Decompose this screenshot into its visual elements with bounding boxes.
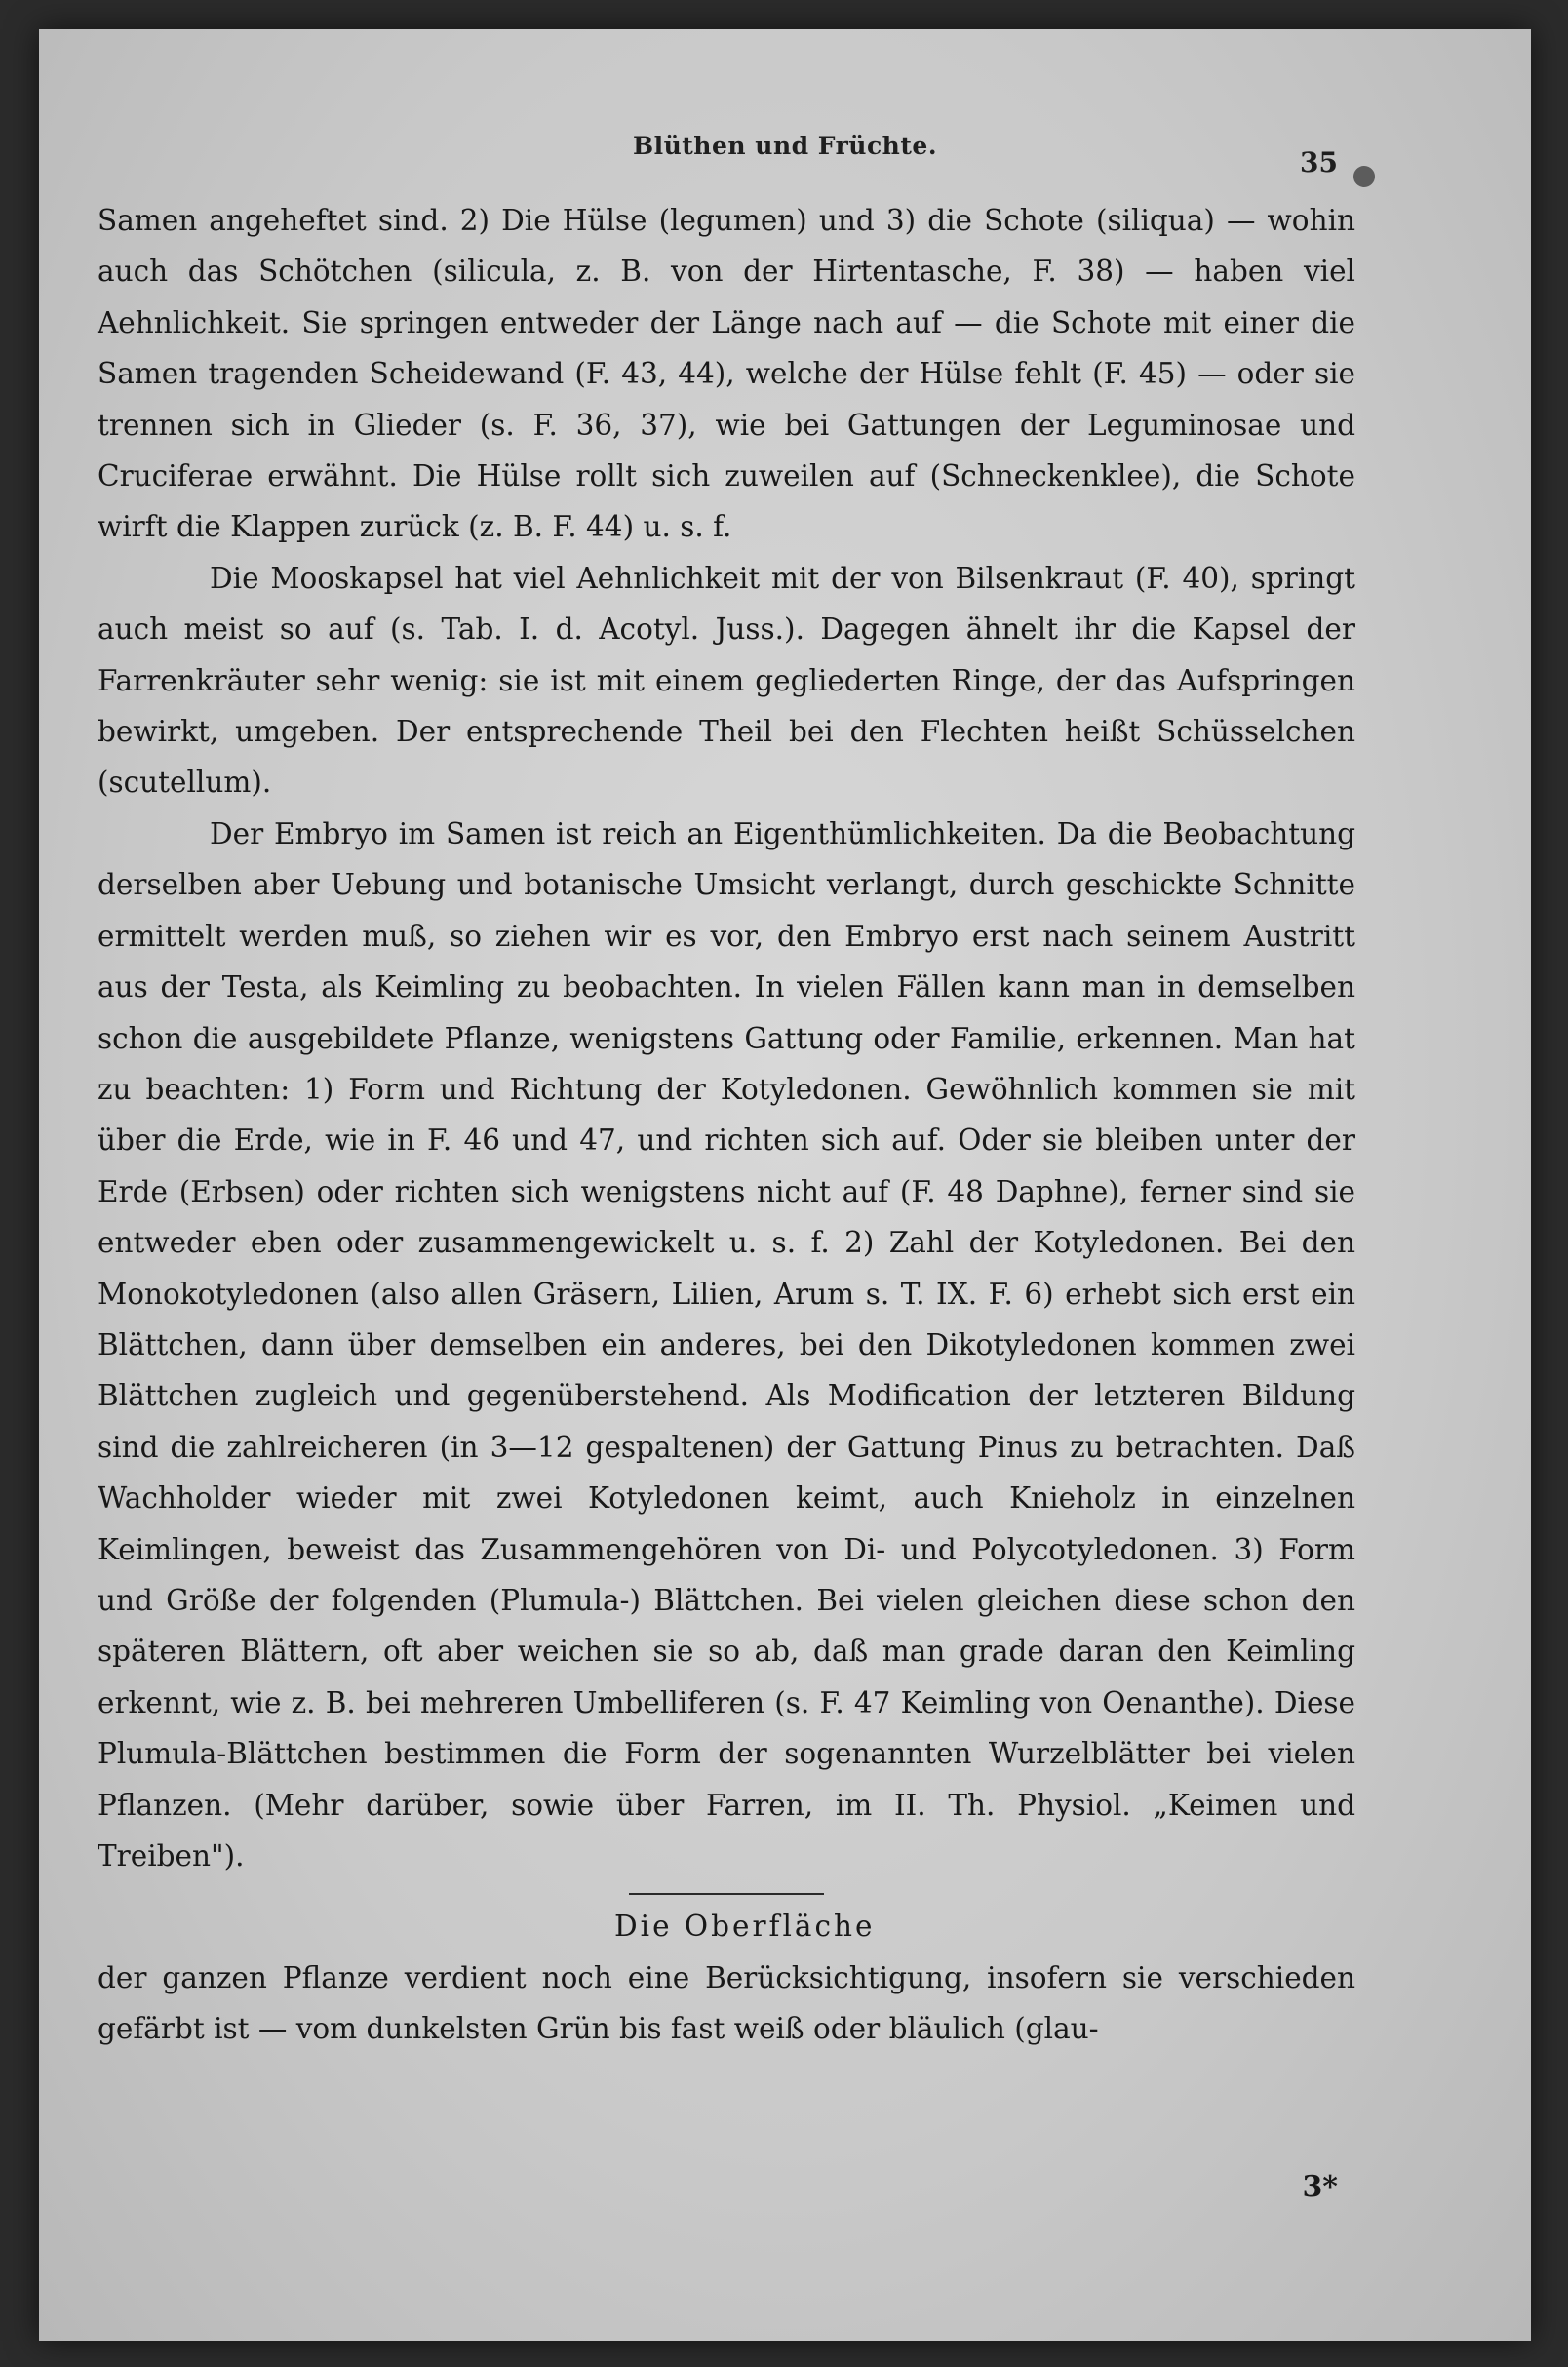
page-number: 35 bbox=[1300, 146, 1338, 178]
paragraph-mooskapsel: Die Mooskapsel hat viel Aehnlichkeit mit der von Bilsenkraut (F. 40), springt auch meist so auf (s. Tab. I. d. Acotyl. Juss.). Dagegen ähnelt ihr die Kapsel der Farrenkräuter sehr wenig: sie ist mit einem gegliederten Ringe, der das Aufspringen bewirkt, umgeben. Der entsprechende Theil bei den Flechten heißt Schüsselchen (scutellum). bbox=[98, 561, 1355, 800]
body-text bbox=[98, 195, 1355, 2055]
section-heading: Die Oberfläche bbox=[614, 1910, 876, 1944]
signature-mark: 3* bbox=[1302, 2170, 1338, 2204]
book-page bbox=[39, 29, 1531, 2341]
page-header bbox=[39, 132, 1531, 178]
running-title: Blüthen und Früchte. bbox=[632, 132, 938, 160]
paragraph-oberflaeche: der ganzen Pflanze verdient noch eine Berücksichtigung, insofern sie verschieden gefärbt ist — vom dunkelsten Grün bis fast weiß oder bläulich (glau- bbox=[98, 1960, 1355, 2046]
paragraph-continued: Samen angeheftet sind. 2) Die Hülse (legumen) und 3) die Schote (siliqua) — wohin auch das Schötchen (silicula, z. B. von der Hirtentasche, F. 38) — haben viel Aehnlichkeit. Sie springen entweder der Länge nach auf — die Schote mit einer die Samen tragenden Scheidewand (F. 43, 44), welche der Hülse fehlt (F. 45) — oder sie trennen sich in Glieder (s. F. 36, 37), wie bei Gattungen der Leguminosae und Cruciferae erwähnt. Die Hülse rollt sich zuweilen auf (Schneckenklee), die Schote wirft die Klappen zurück (z. B. F. 44) u. s. f. bbox=[98, 204, 1355, 544]
section-divider bbox=[629, 1893, 824, 1895]
paragraph-embryo: Der Embryo im Samen ist reich an Eigenthümlichkeiten. Da die Beobachtung derselben aber Uebung und botanische Umsicht verlangt, durch geschickte Schnitte ermittelt werden muß, so ziehen wir es vor, den Embryo erst nach seinem Austritt aus der Testa, als Keimling zu beobachten. In vielen Fällen kann man in demselben schon die ausgebildete Pflanze, wenigstens Gattung oder Familie, erkennen. Man hat zu beachten: 1) Form und Richtung der Kotyledonen. Gewöhnlich kommen sie mit über die Erde, wie in F. 46 und 47, und richten sich auf. Oder sie bleiben unter der Erde (Erbsen) oder richten sich wenigstens nicht auf (F. 48 Daphne), ferner sind sie entweder eben oder zusammengewickelt u. s. f. 2) Zahl der Kotyledonen. Bei den Monokotyledonen (also allen Gräsern, Lilien, Arum s. T. IX. F. 6) erhebt sich erst ein Blättchen, dann über demselben ein anderes, bei den Dikotyledonen kommen zwei Blättchen zugleich und gegenüberstehend. Als Modification der letzteren Bildung sind die zahlreicheren (in 3—12 gespaltenen) der Gattung Pinus zu betrachten. Daß Wachholder wieder mit zwei Kotyledonen keimt, auch Knieholz in einzelnen Keimlingen, beweist das Zusammengehören von Di- und Polycotyledonen. 3) Form und Größe der folgenden (Plumula-) Blättchen. Bei vielen gleichen diese schon den späteren Blättern, oft aber weichen sie so ab, daß man grade daran den Keimling erkennt, wie z. B. bei mehreren Umbelliferen (s. F. 47 Keimling von Oenanthe). Diese Plumula-Blättchen bestimmen die Form der sogenannten Wurzelblätter bei vielen Pflanzen. (Mehr darüber, sowie über Farren, im II. Th. Physiol. „Keimen und Treiben"). bbox=[98, 816, 1355, 1873]
